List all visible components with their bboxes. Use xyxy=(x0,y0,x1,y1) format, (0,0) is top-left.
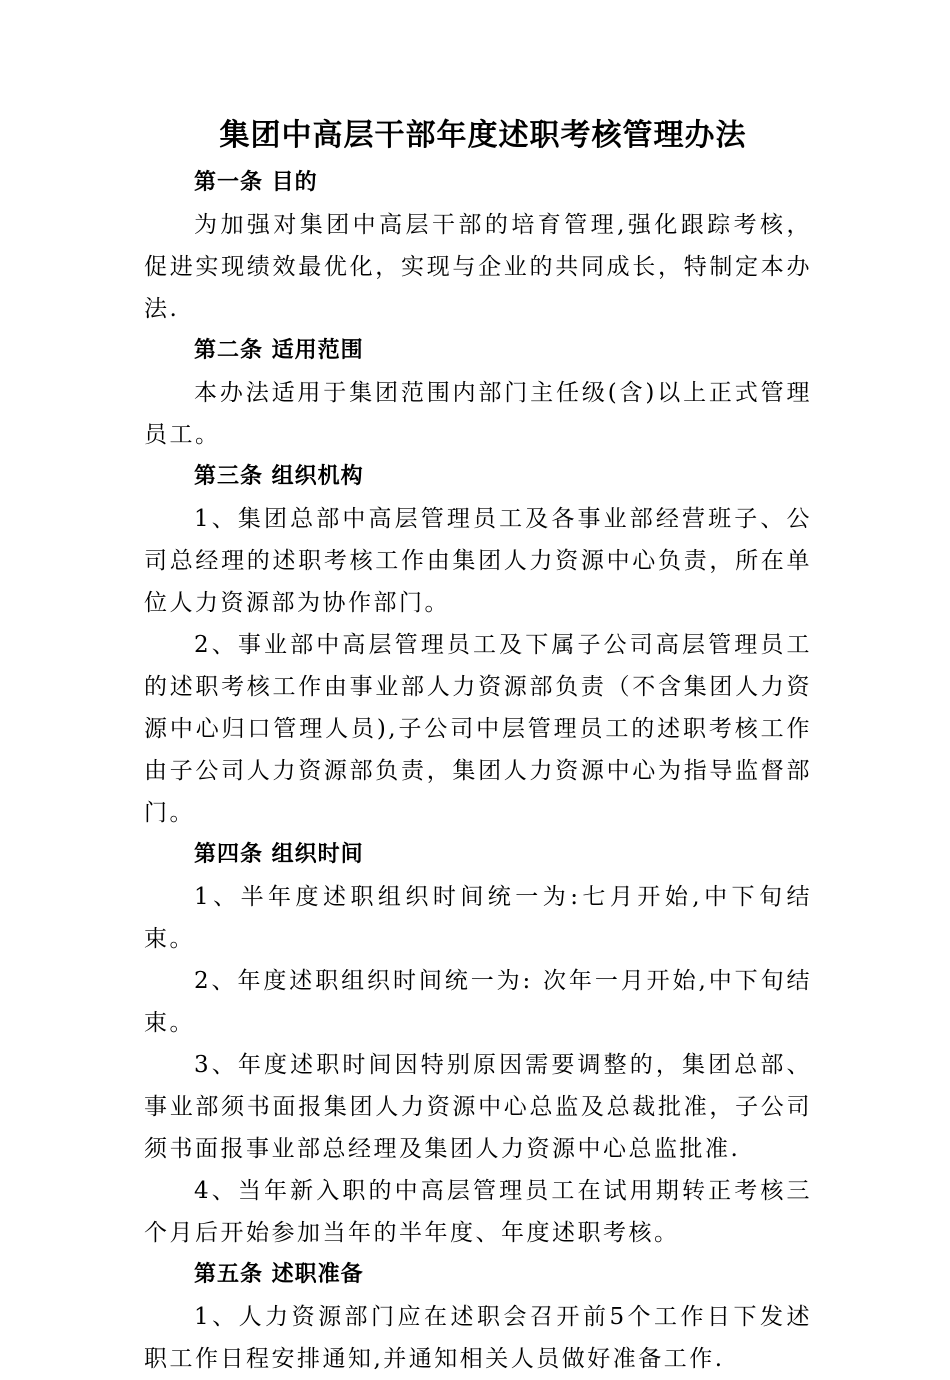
section-paragraph: 2、事业部中高层管理员工及下属子公司高层管理员工的述职考核工作由事业部人力资源部负责（不含集团人力资源中心归口管理人员),子公司中层管理员工的述职考核工作由子公司人力资源部负责，集团人力资源中心为指导监督部门。 xyxy=(144,632,812,826)
section-heading: 第四条 组织时间 xyxy=(194,842,364,867)
section-paragraph: 为加强对集团中高层干部的培育管理,强化跟踪考核，促进实现绩效最优化，实现与企业的共同成长，特制定本办法. xyxy=(144,212,812,322)
section-heading: 第三条 组织机构 xyxy=(194,464,364,489)
section-5 xyxy=(144,1254,812,1380)
section-1 xyxy=(144,162,812,330)
section-3 xyxy=(144,456,812,834)
section-paragraph: 2、年度述职组织时间统一为: 次年一月开始,中下旬结束。 xyxy=(144,968,812,1036)
section-2 xyxy=(144,330,812,456)
section-paragraph: 1、半年度述职组织时间统一为:七月开始,中下旬结束。 xyxy=(144,884,812,952)
section-heading: 第一条 目的 xyxy=(194,170,318,195)
section-paragraph: 1、人力资源部门应在述职会召开前5个工作日下发述职工作日程安排通知,并通知相关人员做好准备工作. xyxy=(144,1304,812,1372)
document-page xyxy=(144,110,812,1380)
section-paragraph: 4、当年新入职的中高层管理员工在试用期转正考核三个月后开始参加当年的半年度、年度述职考核。 xyxy=(144,1178,812,1246)
section-paragraph: 3、年度述职时间因特别原因需要调整的，集团总部、事业部须书面报集团人力资源中心总监及总裁批准，子公司须书面报事业部总经理及集团人力资源中心总监批准. xyxy=(144,1052,812,1162)
section-paragraph: 1、集团总部中高层管理员工及各事业部经营班子、公司总经理的述职考核工作由集团人力资源中心负责，所在单位人力资源部为协作部门。 xyxy=(144,506,812,616)
document-title: 集团中高层干部年度述职考核管理办法 xyxy=(219,118,747,153)
section-heading: 第二条 适用范围 xyxy=(194,338,364,363)
section-heading: 第五条 述职准备 xyxy=(194,1262,364,1287)
section-4 xyxy=(144,834,812,1254)
section-paragraph: 本办法适用于集团范围内部门主任级(含)以上正式管理员工。 xyxy=(144,380,812,448)
